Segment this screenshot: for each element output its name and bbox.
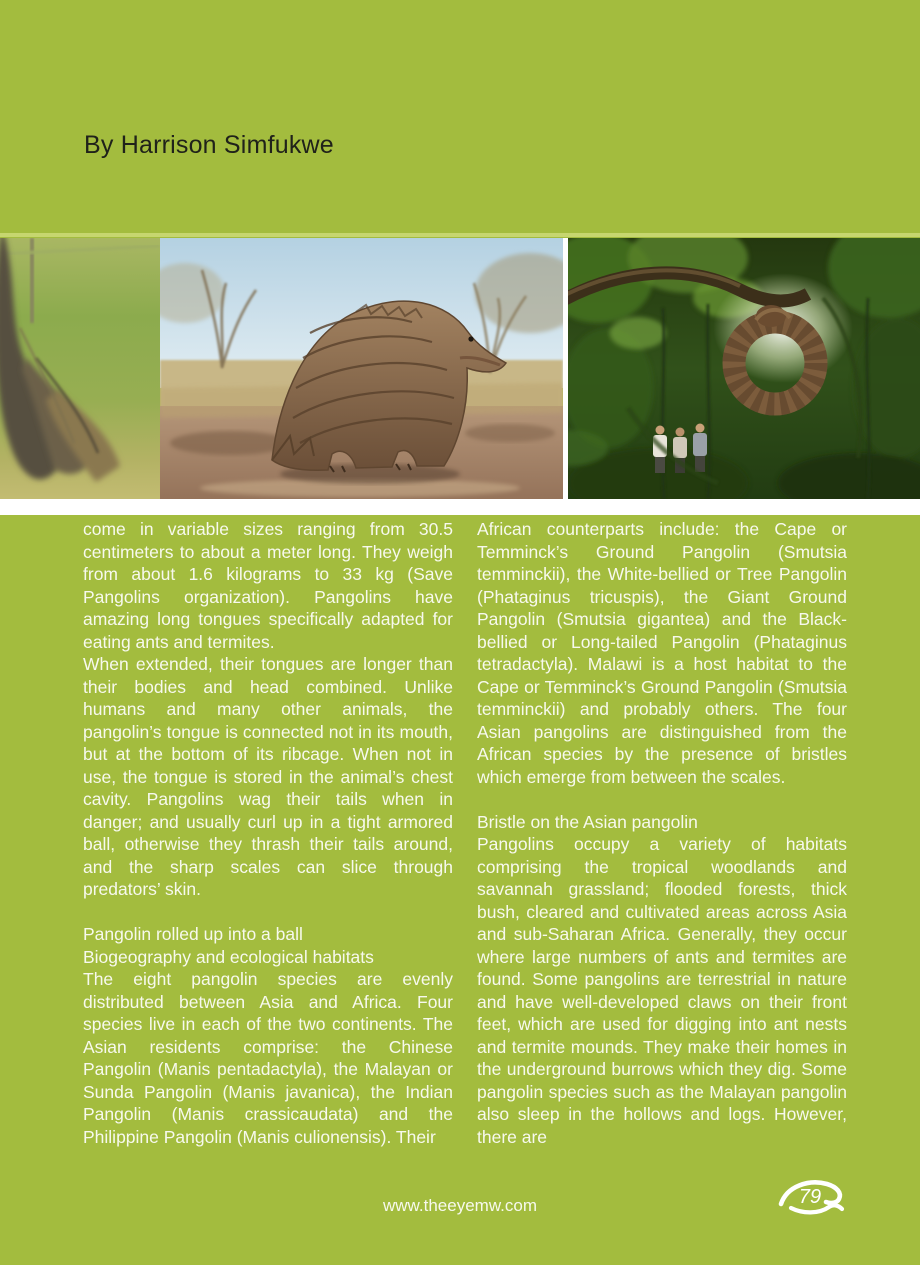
body-paragraph: African counterparts include: the Cape or Temminck’s Ground Pangolin (Smutsia temminckii), the White-bellied or Tree Pangolin (Phataginus tricuspis), the Giant Ground Pangolin (Smutsia gigantea) and the Black-bellied or Long-tailed Pangolin (Phataginus tetradactyla). Malawi is a host habitat to the Cape or Temminck’s Ground Pangolin (Smutsia temminckii) and probably others. The four Asian pangolins are distinguished from the African species by the presence of bristles which emerge from between the scales. — [477, 519, 847, 787]
section-divider — [0, 499, 920, 515]
hanging-pangolin-illustration — [568, 238, 920, 499]
eye-logo — [774, 1177, 846, 1213]
caption-block — [83, 923, 453, 968]
article-column-right — [477, 518, 847, 1148]
section-heading: Bristle on the Asian pangolin — [477, 811, 698, 832]
article-column-left — [83, 518, 453, 1148]
accent-rule — [0, 233, 920, 237]
page-number: 79 — [798, 1186, 822, 1208]
body-paragraph: The eight pangolin species are evenly distributed between Asia and Africa. Four species live in each of the two continents. The Asian residents comprise: the Chinese Pangolin (Manis pentadactyla), the Malayan or Sunda Pangolin (Manis javanica), the Indian Pangolin (Manis crassicaudata) and the Philippine Pangolin (Manis culionensis). Their — [83, 969, 453, 1147]
hanging-pangolin-photo — [568, 238, 920, 499]
byline-text: By Harrison Simfukwe — [84, 131, 334, 159]
body-paragraph: Pangolins occupy a variety of habitats comprising the tropical woodlands and savannah grassland; flooded forests, thick bush, cleared and cultivated areas across Asia and sub-Saharan Africa. Generally, they occur where large numbers of ants and termites are found. Some pangolins are terrestrial in nature and have well-developed claws on their front feet, which are used for digging into ant nests and termite mounds. They make their homes in the underground burrows which they dig. Some pangolin species such as the Malayan pangolin also sleep in the hollows and logs. However, there are — [477, 834, 847, 1147]
hairy-tail-illustration — [0, 238, 160, 499]
section-heading: Biogeography and ecological habitats — [83, 946, 374, 967]
walking-pangolin-photo — [160, 238, 563, 499]
eye-icon — [774, 1177, 846, 1213]
photo-caption: Pangolin rolled up into a ball — [83, 924, 303, 944]
body-paragraph: come in variable sizes ranging from 30.5 centimeters to about a meter long. They weigh from about 1.6 kilograms to 33 kg (Save Pangolins organization). Pangolins have amazing long tongues specifically adapted for eating ants and termites. — [83, 519, 453, 652]
footer-website-url: www.theeyemw.com — [383, 1196, 537, 1215]
photo-strip — [0, 238, 920, 499]
body-paragraph: When extended, their tongues are longer than their bodies and head combined. Unlike humans and many other animals, the pangolin’s tongue is connected not in its mouth, but at the bottom of its ribcage. When not in use, the tongue is stored in the animal’s chest cavity. Pangolins wag their tails when in danger; and usually curl up in a tight armored ball, otherwise they thrash their tails around, and the sharp scales can slice through predators’ skin. — [83, 654, 453, 899]
hairy-tail-photo — [0, 238, 160, 499]
walking-pangolin-illustration — [160, 238, 563, 499]
